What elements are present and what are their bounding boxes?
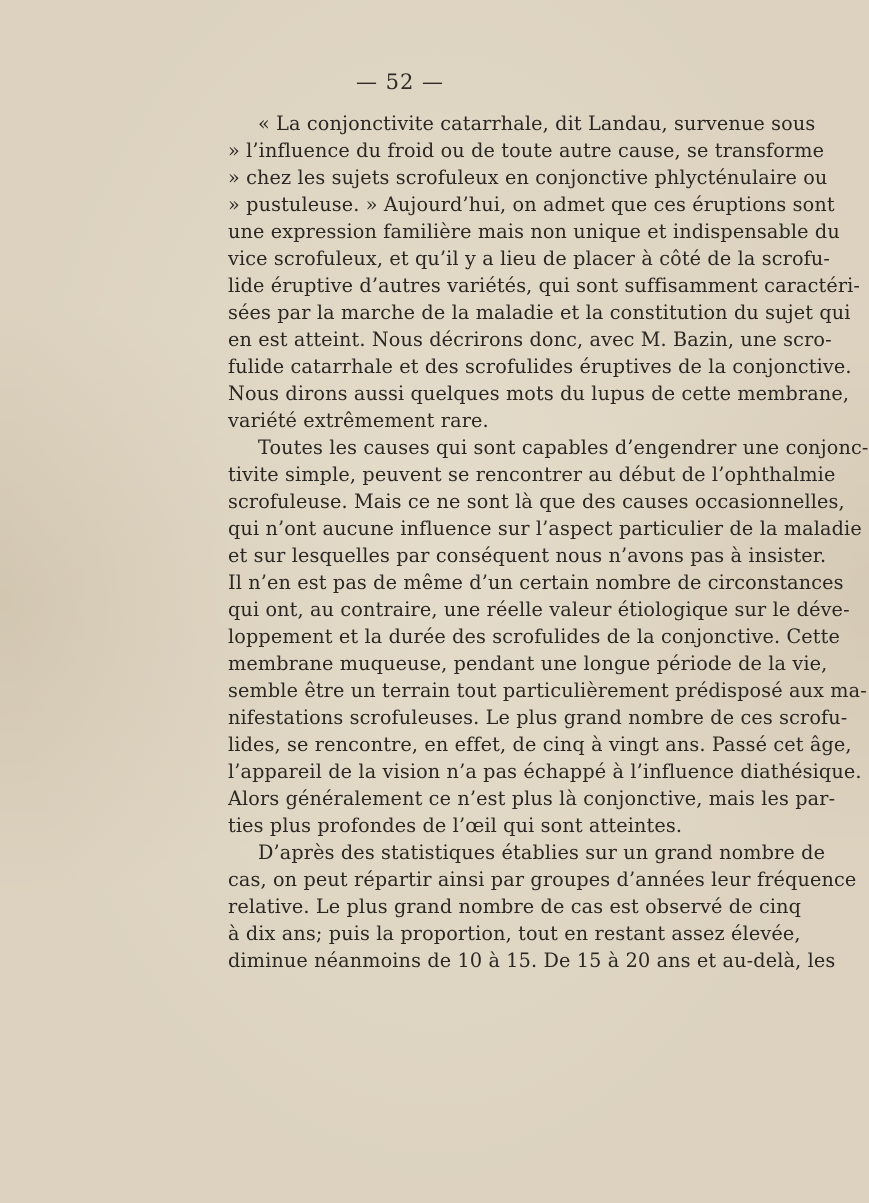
text-line: lide éruptive d’autres variétés, qui sont suffisamment caractéri- [228,274,861,297]
text-line: « La conjonctivite catarrhale, dit Landau, survenue sous [258,112,816,135]
text-line: une expression familière mais non unique et indispensable du [228,220,840,243]
text-line: vice scrofuleux, et qu’il y a lieu de placer à côté de la scrofu- [228,247,831,270]
text-line: Nous dirons aussi quelques mots du lupus de cette membrane, [228,382,850,405]
text-line: » pustuleuse. » Aujourd’hui, on admet que ces éruptions sont [228,193,835,216]
text-line: D’après des statistiques établies sur un grand nombre de [258,841,826,864]
paragraph-2 [228,434,869,839]
text-line: Il n’en est pas de même d’un certain nombre de circonstances [228,571,844,594]
page-number: — 52 — [355,70,445,94]
text-line: en est atteint. Nous décrirons donc, avec M. Bazin, une scro- [228,328,832,351]
text-line: cas, on peut répartir ainsi par groupes d’années leur fréquence [228,868,857,891]
text-line: membrane muqueuse, pendant une longue période de la vie, [228,652,828,675]
text-line: loppement et la durée des scrofulides de la conjonctive. Cette [228,625,841,648]
text-line: ties plus profondes de l’œil qui sont atteintes. [228,814,683,837]
text-line: qui n’ont aucune influence sur l’aspect particulier de la maladie [228,517,862,540]
text-line: diminue néanmoins de 10 à 15. De 15 à 20 ans et au-delà, les [228,949,836,972]
text-line: Alors généralement ce n’est plus là conjonctive, mais les par- [228,787,836,810]
text-line: l’appareil de la vision n’a pas échappé à l’influence diathésique. [228,760,862,783]
text-line: et sur lesquelles par conséquent nous n’avons pas à insister. [228,544,827,567]
text-line: Toutes les causes qui sont capables d’engendrer une conjonc- [258,436,869,459]
text-line: semble être un terrain tout particulièrement prédisposé aux ma- [228,679,867,702]
text-line: tivite simple, peuvent se rencontrer au début de l’ophthalmie [228,463,836,486]
body-text [228,110,869,974]
text-line: variété extrêmement rare. [228,409,489,432]
paragraph-3 [228,839,857,974]
text-line: qui ont, au contraire, une réelle valeur étiologique sur le déve- [228,598,850,621]
text-line: à dix ans; puis la proportion, tout en restant assez élevée, [228,922,801,945]
text-line: lides, se rencontre, en effet, de cinq à vingt ans. Passé cet âge, [228,733,852,756]
text-line: relative. Le plus grand nombre de cas est observé de cinq [228,895,802,918]
text-line: » chez les sujets scrofuleux en conjonctive phlycténulaire ou [228,166,828,189]
text-line: » l’influence du froid ou de toute autre cause, se transforme [228,139,825,162]
text-line: fulide catarrhale et des scrofulides éruptives de la conjonctive. [228,355,852,378]
paragraph-1 [228,110,861,434]
text-line: sées par la marche de la maladie et la constitution du sujet qui [228,301,851,324]
text-line: scrofuleuse. Mais ce ne sont là que des causes occasionnelles, [228,490,845,513]
text-line: nifestations scrofuleuses. Le plus grand nombre de ces scrofu- [228,706,848,729]
